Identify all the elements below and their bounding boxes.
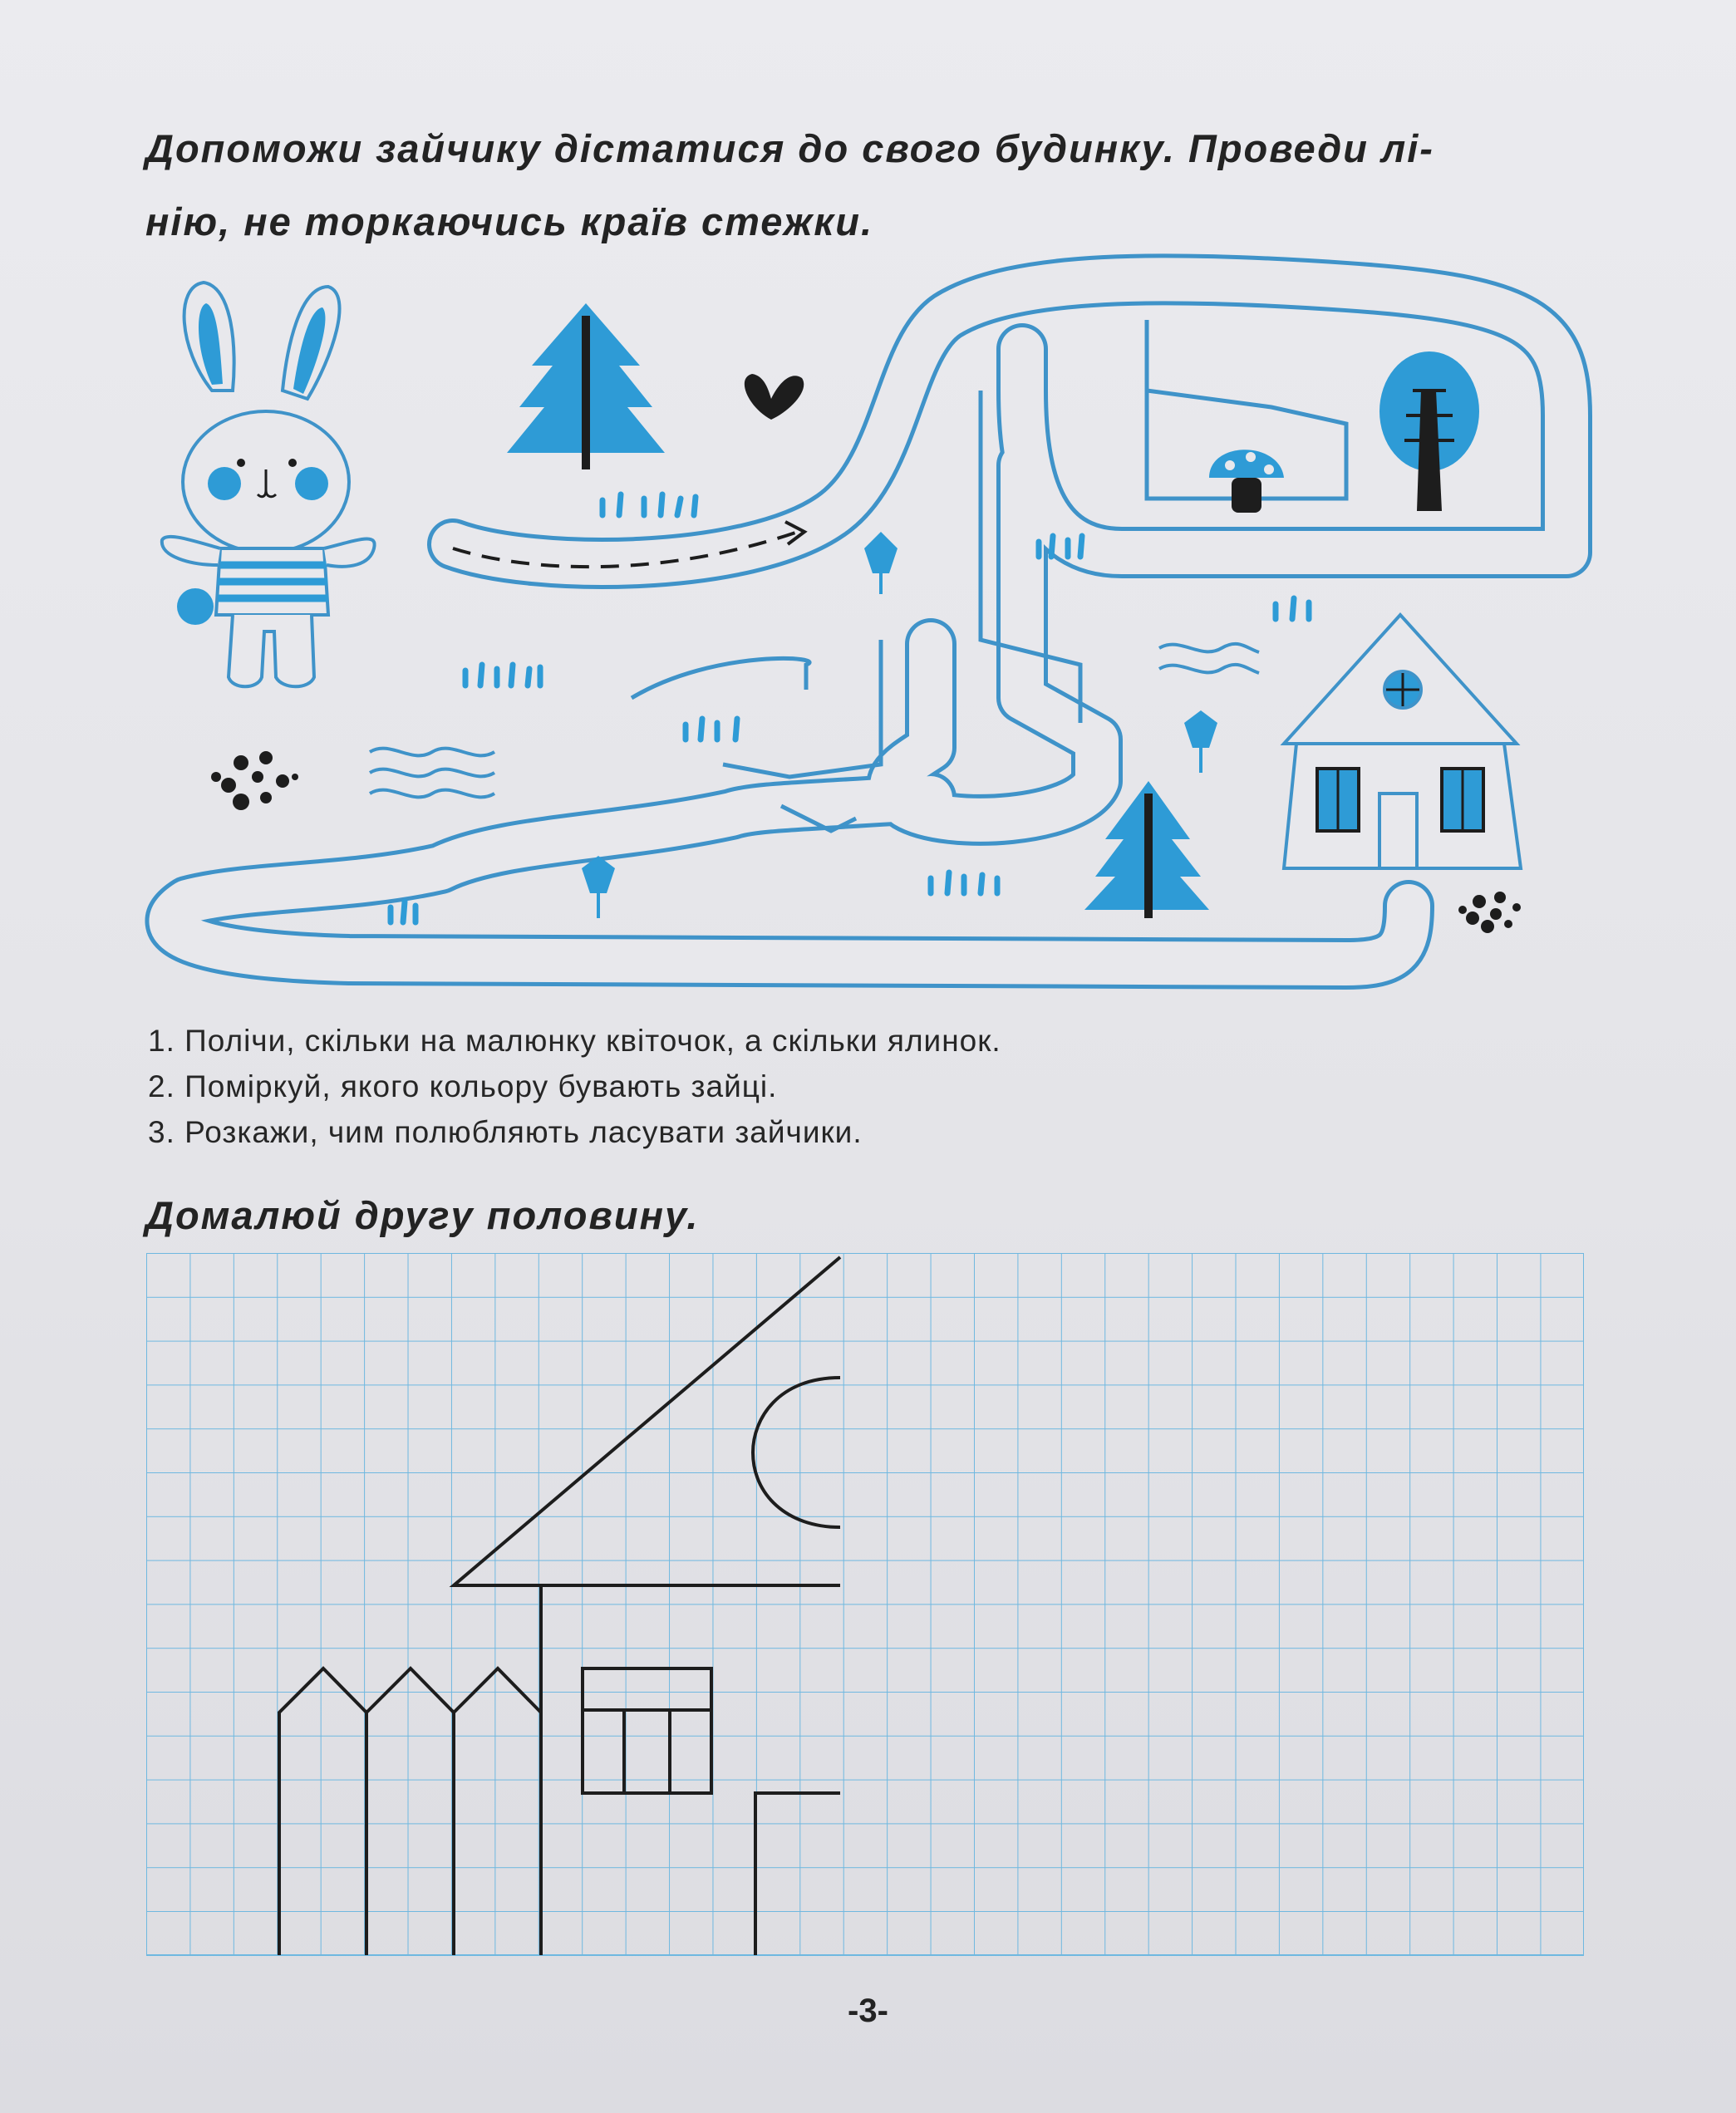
berries-icon [211,751,298,810]
maze-instruction-line-2: нію, не торкаючись країв стежки. [145,199,874,243]
mushroom-icon [1209,450,1284,513]
tree-icon [507,303,665,469]
maze-illustration [0,249,1736,997]
flower-icon [864,532,898,594]
maze-instruction-line-1: Допоможи зайчику дістатися до свого будинку. Проведи лі- [145,126,1434,170]
question-2: 2. Поміркуй, якого кольору бувають зайці. [148,1069,778,1103]
drawing-instruction: Домалюй другу половину. [145,1193,700,1237]
round-tree-icon [1379,351,1479,511]
question-3: 3. Розкажи, чим полюбляють ласувати зайчики. [148,1115,863,1149]
berries-icon [1458,892,1521,933]
maze-instruction [145,112,1591,258]
flower-icon [582,856,615,918]
page-number: -3- [848,1993,888,2029]
question-list [148,1018,1001,1155]
bunny-icon [162,283,375,686]
flower-icon [1184,710,1217,773]
drawing-grid[interactable] [146,1253,1584,1959]
house-icon [1284,615,1521,868]
leaf-icon [745,374,804,420]
question-1: 1. Полічи, скільки на малюнку квіточок, а скільки ялинок. [148,1024,1001,1058]
